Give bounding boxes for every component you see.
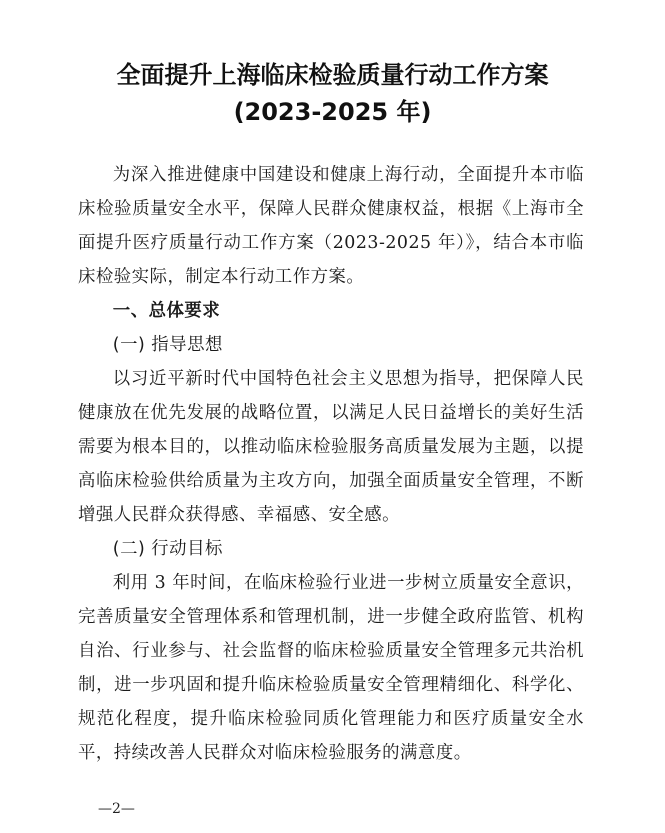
action-goals-paragraph: 利用 3 年时间，在临床检验行业进一步树立质量安全意识，完善质量安全管理体系和管理机制，进一步健全政府监管、机构自治、行业参与、社会监督的临床检验质量安全管理多元共治机制，进一步巩固和提升临床检验质量安全管理精细化、科学化、规范化程度，提升临床检验同质化管理能力和医疗质量安全水平，持续改善人民群众对临床检验服务的满意度。 xyxy=(78,573,584,763)
document-subtitle-years: (2023-2025 年) xyxy=(233,98,432,126)
document-title: 全面提升上海临床检验质量行动工作方案 xyxy=(116,61,549,89)
section-heading-general-requirements: 一、总体要求 xyxy=(112,301,221,321)
intro-paragraph: 为深入推进健康中国建设和健康上海行动，全面提升本市临床检验质量安全水平，保障人民群众健康权益，根据《上海市全面提升医疗质量行动工作方案（2023-2025 年）》，结合本市临床检验实际，制定本行动工作方案。 xyxy=(78,165,584,287)
document-body xyxy=(78,158,584,770)
subsection-heading-action-goals: (二) 行动目标 xyxy=(112,539,223,559)
guiding-ideology-paragraph: 以习近平新时代中国特色社会主义思想为指导，把保障人民健康放在优先发展的战略位置，以满足人民日益增长的美好生活需要为根本目的，以推动临床检验服务高质量发展为主题，以提高临床检验供给质量为主攻方向，加强全面质量安全管理，不断增强人民群众获得感、幸福感、安全感。 xyxy=(78,369,584,525)
page-number: —2— xyxy=(98,801,135,817)
subsection-heading-guiding-ideology: (一) 指导思想 xyxy=(112,335,223,355)
